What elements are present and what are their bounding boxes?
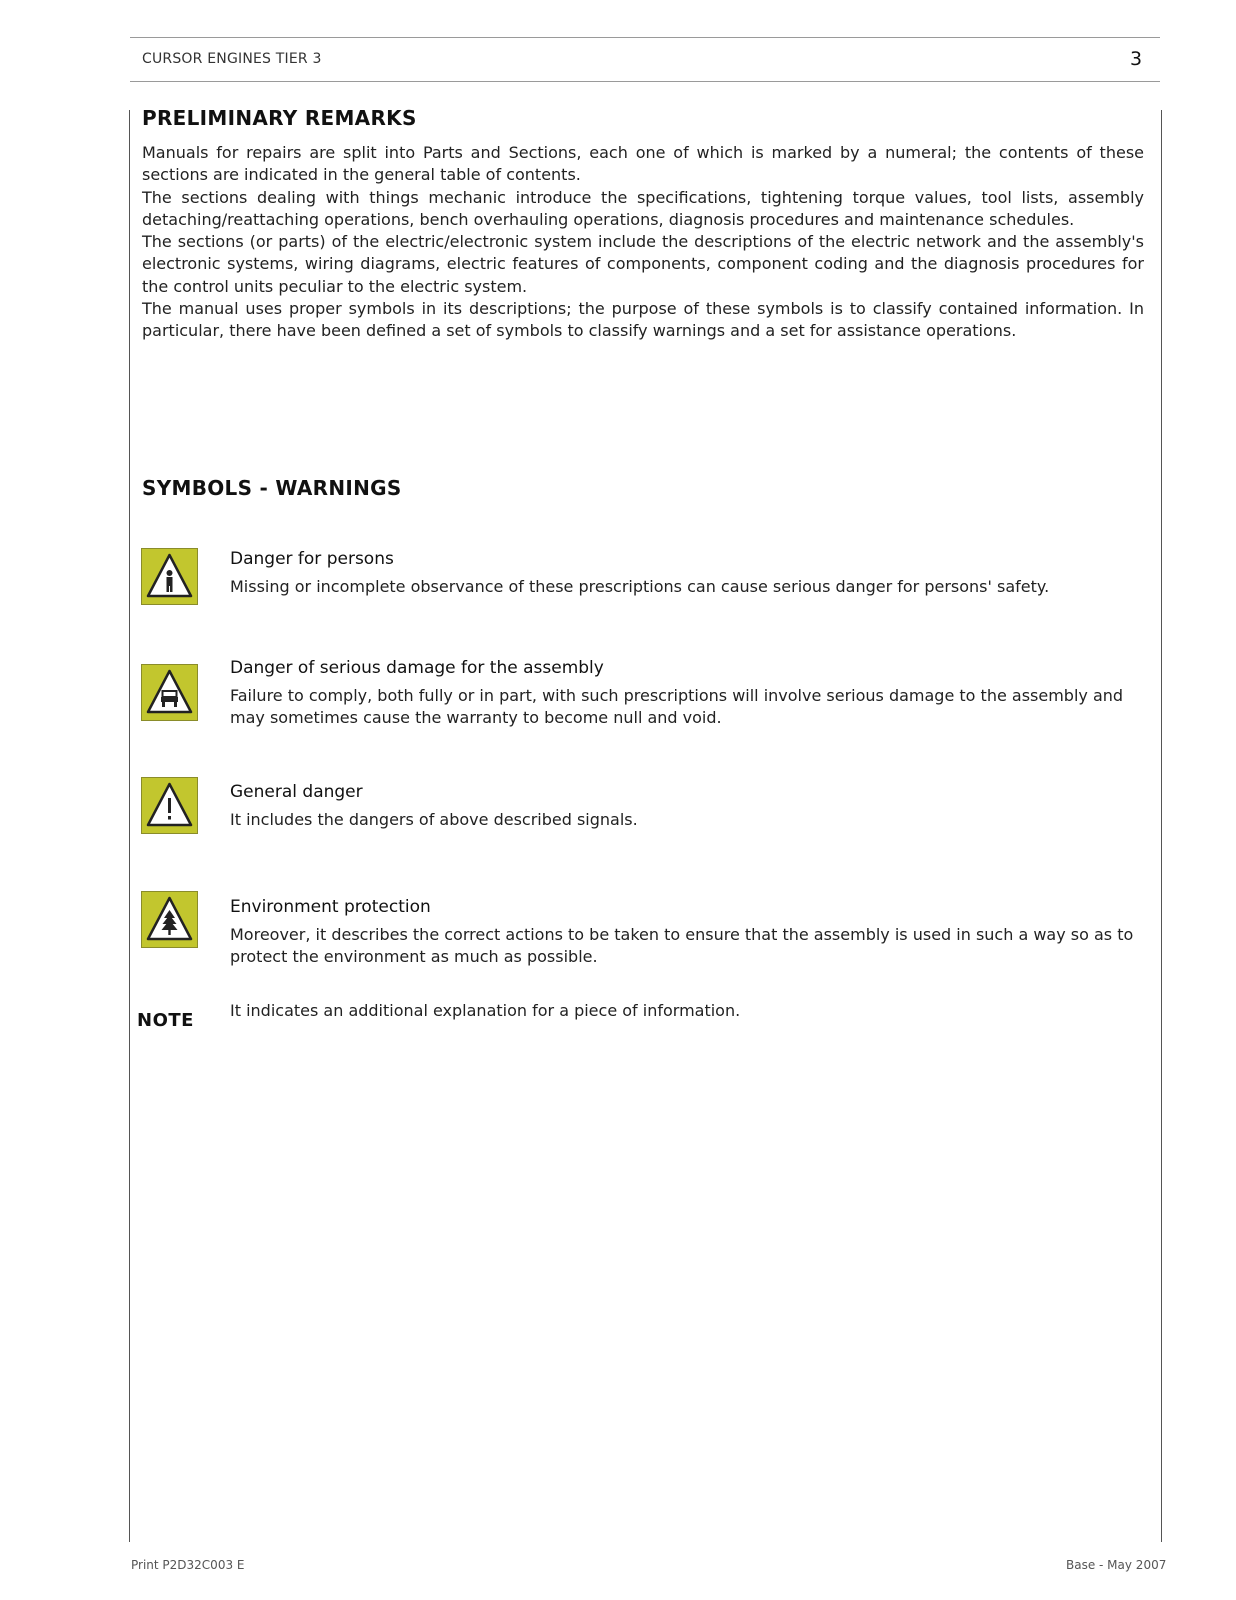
footer-edition-date: Base - May 2007 bbox=[1066, 1558, 1167, 1572]
header-top-rule bbox=[130, 37, 1160, 38]
danger-for-persons-title: Danger for persons bbox=[230, 549, 394, 569]
note-label: NOTE bbox=[137, 1010, 194, 1031]
person-warning-icon bbox=[141, 548, 198, 605]
preliminary-remarks-text bbox=[142, 142, 1144, 343]
assembly-damage-description: Failure to comply, both fully or in part, with such prescriptions will involve serious damage to the assembly and may sometimes cause the warranty to become null and void. bbox=[230, 686, 1124, 727]
vehicle-warning-icon bbox=[141, 664, 198, 721]
left-margin-line bbox=[129, 110, 130, 1542]
general-danger-title: General danger bbox=[230, 782, 363, 802]
right-margin-line bbox=[1161, 110, 1162, 1542]
tree-warning-icon bbox=[141, 891, 198, 948]
header-bottom-rule bbox=[130, 81, 1160, 82]
general-danger-description: It includes the dangers of above described signals. bbox=[230, 810, 638, 829]
page-number: 3 bbox=[1130, 48, 1143, 70]
environment-protection-title: Environment protection bbox=[230, 897, 431, 917]
danger-for-persons-description: Missing or incomplete observance of these prescriptions can cause serious danger for persons' safety. bbox=[230, 577, 1050, 596]
intro-paragraph: The manual uses proper symbols in its descriptions; the purpose of these symbols is to classify contained information. In particular, there have been defined a set of symbols to classify warnings and a set for assistance operations. bbox=[142, 299, 1144, 341]
intro-paragraph: The sections dealing with things mechanic introduce the specifications, tightening torque values, tool lists, assembly detaching/reattaching operations, bench overhauling operations, diagnosis procedures and maintenance schedules. bbox=[142, 187, 1144, 229]
preliminary-remarks-heading: PRELIMINARY REMARKS bbox=[142, 106, 417, 130]
intro-paragraph: Manuals for repairs are split into Parts and Sections, each one of which is marked by a numeral; the contents of these sections are indicated in the general table of contents. bbox=[142, 143, 1144, 185]
intro-paragraph: The sections (or parts) of the electric/electronic system include the descriptions of the electric network and the assembly's electronic systems, wiring diagrams, electric features of components, component coding and the diagnosis procedures for the control units peculiar to the electric system. bbox=[142, 232, 1144, 296]
running-header-title: CURSOR ENGINES TIER 3 bbox=[142, 51, 322, 67]
symbols-warnings-heading: SYMBOLS - WARNINGS bbox=[142, 476, 402, 500]
footer-print-code: Print P2D32C003 E bbox=[131, 1558, 245, 1572]
assembly-damage-title: Danger of serious damage for the assembly bbox=[230, 658, 604, 678]
environment-protection-description: Moreover, it describes the correct actions to be taken to ensure that the assembly is used in such a way so as to protect the environment as much as possible. bbox=[230, 925, 1134, 966]
exclamation-warning-icon bbox=[141, 777, 198, 834]
note-text: It indicates an additional explanation for a piece of information. bbox=[230, 1001, 741, 1020]
